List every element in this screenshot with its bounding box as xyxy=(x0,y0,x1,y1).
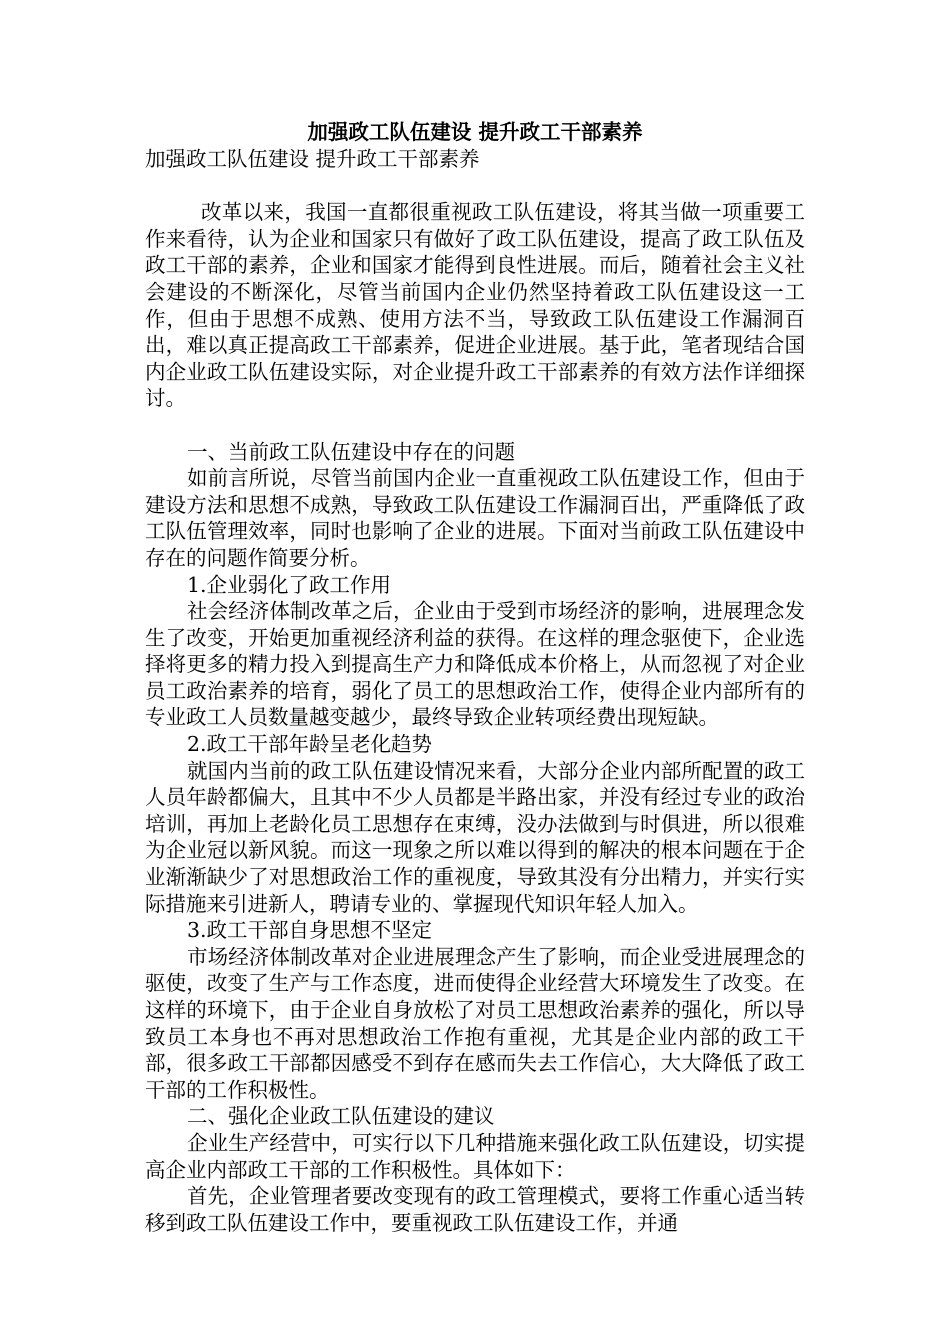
intro-paragraph: 改革以来，我国一直都很重视政工队伍建设，将其当做一项重要工作来看待，认为企业和国家只有做好了政工队伍建设，提高了政工队伍及政工干部的素养，企业和国家才能得到良性进展。而后，随着社会主义社会建设的不断深化，尽管当前国内企业仍然坚持着政工队伍建设这一工作，但由于思想不成熟、使用方法不当，导致政工队伍建设工作漏洞百出，难以真正提高政工干部素养，促进企业进展。基于此，笔者现结合国内企业政工队伍建设实际，对企业提升政工干部素养的有效方法作详细探讨。 xyxy=(145,200,805,411)
subsection-paragraph: 就国内当前的政工队伍建设情况来看，大部分企业内部所配置的政工人员年龄都偏大，且其中不少人员都是半路出家，并没有经过专业的政治培训，再加上老龄化员工思想存在束缚，没办法做到与时俱进，所以很难为企业冠以新风貌。而这一现象之所以难以得到的解决的根本问题在于企业渐渐缺少了对思想政治工作的重视度，导致其没有分出精力，并实行实际措施来引进新人，聘请专业的、掌握现代知识年轻人加入。 xyxy=(145,758,805,916)
document-page xyxy=(145,118,805,1236)
section-paragraph: 如前言所说，尽管当前国内企业一直重视政工队伍建设工作，但由于建设方法和思想不成熟，导致政工队伍建设工作漏洞百出，严重降低了政工队伍管理效率，同时也影响了企业的进展。下面对当前政工队伍建设中存在的问题作简要分析。 xyxy=(145,466,805,570)
subsection-paragraph: 社会经济体制改革之后，企业由于受到市场经济的影响，进展理念发生了改变，开始更加重视经济利益的获得。在这样的理念驱使下，企业选择将更多的精力投入到提高生产力和降低成本价格上，从而忽视了对企业员工政治素养的培育，弱化了员工的思想政治工作，使得企业内部所有的专业政工人员数量越变越少，最终导致企业转项经费出现短缺。 xyxy=(145,599,805,730)
subsection-paragraph: 市场经济体制改革对企业进展理念产生了影响，而企业受进展理念的驱使，改变了生产与工作态度，进而使得企业经营大环境发生了改变。在这样的环境下，由于企业自身放松了对员工思想政治素养的强化，所以导致员工本身也不再对思想政治工作抱有重视，尤其是企业内部的政工干部，很多政工干部都因感受不到存在感而失去工作信心，大大降低了政工干部的工作积极性。 xyxy=(145,944,805,1102)
section-paragraph: 首先，企业管理者要改变现有的政工管理模式，要将工作重心适当转移到政工队伍建设工作中，要重视政工队伍建设工作，并通 xyxy=(145,1184,805,1235)
subsection-heading-3: 3.政工干部自身思想不坚定 xyxy=(187,918,433,943)
subsection-heading-2: 2.政工干部年龄呈老化趋势 xyxy=(187,732,433,757)
document-title: 加强政工队伍建设 提升政工干部素养 xyxy=(307,120,643,144)
section-paragraph: 企业生产经营中，可实行以下几种措施来强化政工队伍建设，切实提高企业内部政工干部的工作积极性。具体如下： xyxy=(145,1130,805,1182)
subsection-heading-1: 1.企业弱化了政工作用 xyxy=(187,572,392,597)
document-subtitle: 加强政工队伍建设 提升政工干部素养 xyxy=(145,147,480,171)
section-heading-2: 二、强化企业政工队伍建设的建议 xyxy=(187,1104,495,1129)
section-heading-1: 一、当前政工队伍建设中存在的问题 xyxy=(187,439,515,464)
blank-line xyxy=(145,173,805,200)
blank-line xyxy=(145,412,805,439)
